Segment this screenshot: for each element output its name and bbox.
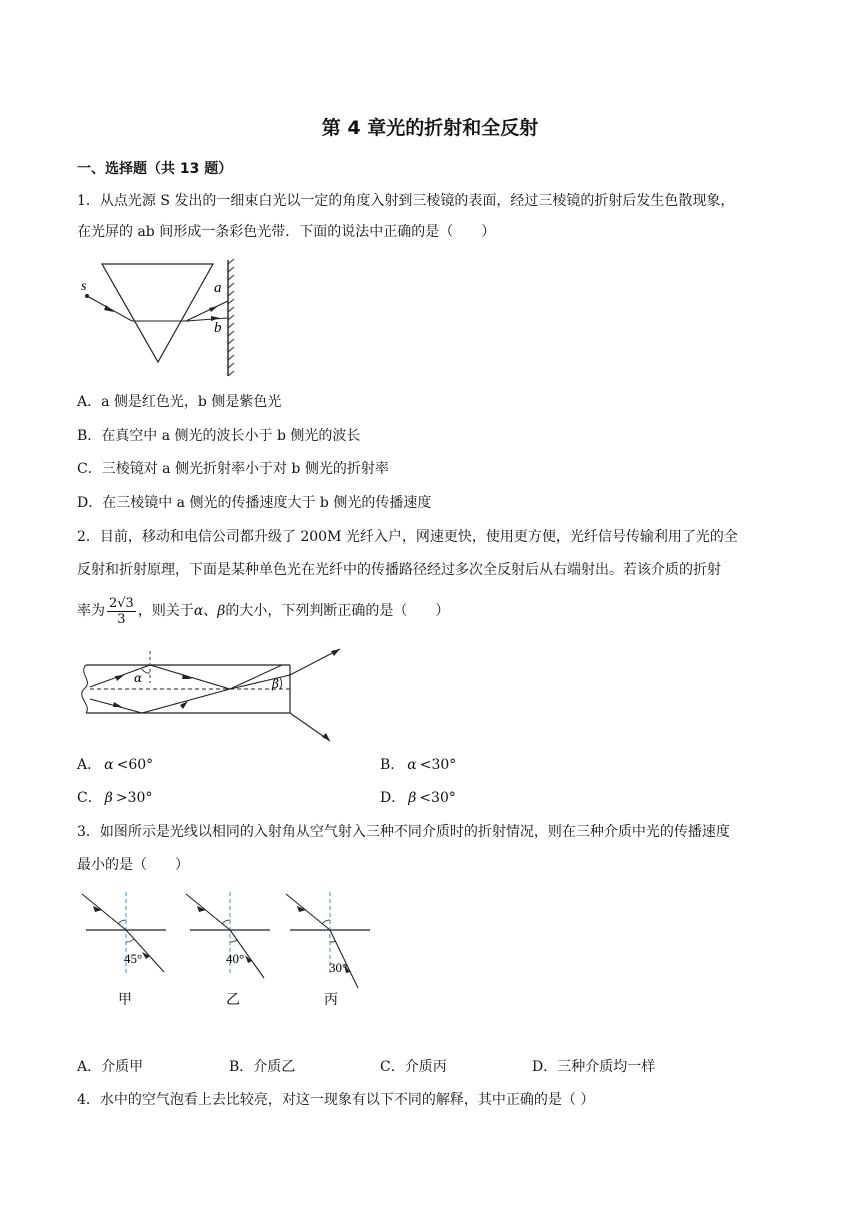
q3-media-figure [78, 890, 378, 1015]
q1-option-c: C．三棱镜对 a 侧光折射率小于对 b 侧光的折射率 [77, 461, 389, 477]
q2-line3-end: 的大小，下列判断正确的是（ ） [225, 603, 450, 619]
q2-option-a-symbol: α [104, 757, 114, 773]
alpha-symbol: α [193, 603, 204, 619]
label-a: a [214, 280, 222, 296]
q1-stem-line2: 在光屏的 ab 间形成一条彩色光带．下面的说法中正确的是（ ） [77, 224, 496, 240]
q1-option-b: B．在真空中 a 侧光的波长小于 b 侧光的波长 [77, 428, 361, 444]
q2-line3-prefix: 率为 [77, 603, 105, 619]
medium-bing-name: 丙 [324, 992, 338, 1008]
ray-a-arrow-icon [209, 306, 218, 312]
fig-beta-label: β [272, 677, 279, 691]
symbol-separator: 、 [203, 603, 218, 619]
q2-option-a-relation: <60° [116, 757, 154, 773]
medium-bing-angle: 30° [329, 960, 348, 975]
q3-option-c: C．介质丙 [380, 1059, 447, 1075]
q2-option-b [380, 755, 456, 775]
q2-option-a [77, 755, 153, 775]
fraction-denominator: 3 [117, 611, 126, 627]
q1-option-a: A．a 侧是红色光，b 侧是紫色光 [77, 394, 282, 410]
beta-symbol: β [217, 603, 226, 619]
q3-stem-line1: 3．如图所示是光线以相同的入射角从空气射入三种不同介质时的折射情况，则在三种介质中光的传播速度 [77, 824, 730, 840]
q2-stem-line1: 2．目前，移动和电信公司都升级了 200M 光纤入户，网速更快，使用更方便，光纤信号传输利用了光的全 [77, 529, 738, 545]
q2-option-b-label: B． [380, 757, 405, 773]
section-heading: 一、选择题（共 13 题） [77, 161, 233, 177]
q3-stem-line2: 最小的是（ ） [77, 857, 189, 873]
q2-option-a-label: A． [77, 757, 102, 773]
refractive-index-fraction [107, 596, 136, 627]
q2-option-c [77, 788, 152, 808]
q2-option-c-relation: >30° [115, 790, 153, 806]
q2-option-c-symbol: β [104, 790, 113, 806]
q2-option-d-label: D． [380, 790, 406, 806]
q2-option-d-symbol: β [408, 790, 417, 806]
medium-jia-name: 甲 [118, 992, 132, 1008]
medium-yi-angle: 40° [226, 951, 245, 966]
medium-yi-diagram [186, 892, 270, 1008]
q4-stem-line1: 4．水中的空气泡看上去比较亮，对这一现象有以下不同的解释，其中正确的是（ ） [77, 1092, 595, 1108]
q2-stem-line2: 反射和折射原理，下面是某种单色光在光纤中的传播路径经过多次全反射后从右端射出。若该介质的折射 [77, 562, 721, 578]
q2-line3-post: ，则关于 [137, 603, 194, 619]
q2-option-b-relation: <30° [419, 757, 457, 773]
q2-stem-line3 [77, 592, 449, 630]
q1-option-d: D．在三棱镜中 a 侧光的传播速度大于 b 侧光的传播速度 [77, 495, 432, 511]
q2-option-b-symbol: α [407, 757, 417, 773]
page-title: 第 4 章光的折射和全反射 [321, 117, 539, 139]
q3-option-a: A．介质甲 [77, 1059, 144, 1075]
label-s: s [81, 279, 87, 294]
fig-alpha-label: α [134, 671, 143, 685]
medium-jia-diagram [82, 892, 166, 1008]
q1-stem-line1: 1．从点光源 S 发出的一细束白光以一定的角度入射到三棱镜的表面，经过三棱镜的折射后发生色散现象， [77, 193, 735, 209]
label-b: b [214, 320, 222, 336]
q2-fiber-figure [72, 637, 342, 745]
q2-option-d [380, 788, 456, 808]
medium-bing-diagram [286, 892, 370, 1008]
q2-option-c-label: C． [77, 790, 102, 806]
medium-jia-angle: 45° [124, 951, 143, 966]
medium-yi-name: 乙 [226, 992, 240, 1008]
q3-option-b: B．介质乙 [229, 1059, 296, 1075]
q2-option-d-relation: <30° [419, 790, 456, 806]
screen-hatching [228, 259, 234, 376]
q1-prism-figure [78, 258, 240, 380]
fraction-numerator: 2√3 [109, 595, 134, 611]
q3-option-d: D．三种介质均一样 [532, 1059, 656, 1075]
